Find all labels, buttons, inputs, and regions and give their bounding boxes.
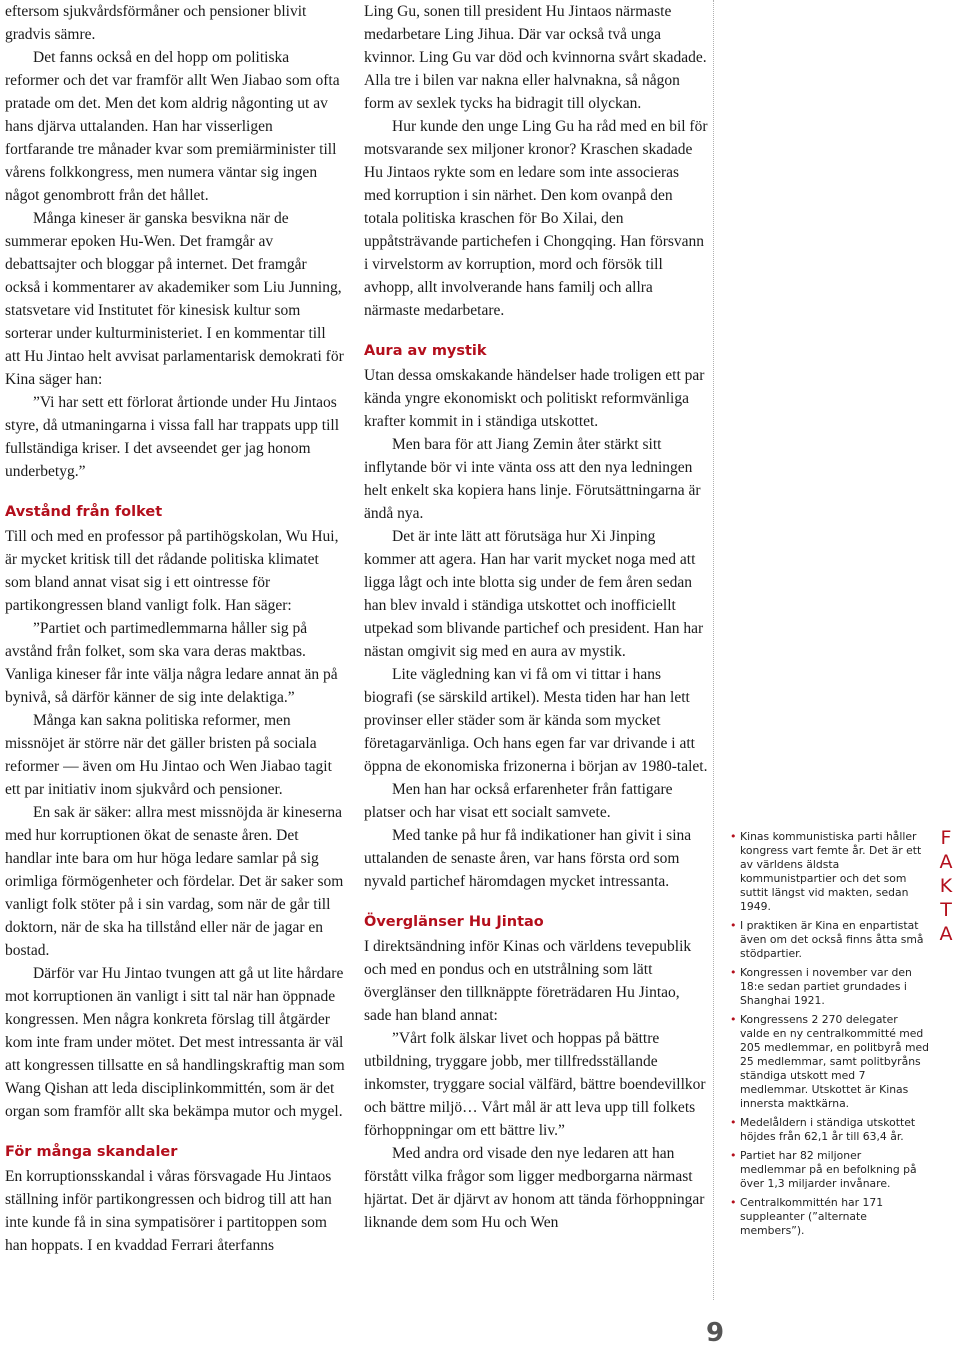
fakta-heading-letter: F [940, 827, 952, 849]
bullet-icon: • [730, 1116, 737, 1129]
paragraph: Lite vägledning kan vi få om vi tittar i hans biografi (se särskild artikel). Mesta tiden har han lett provinser eller städer som är kända som mycket företagarvänliga. Och hans egen far var drivande i att öppna de ekonomiska frizonerna i början av 1980-talet. [364, 666, 708, 775]
fakta-item-text: Kinas kommunistiska parti håller kongress vart femte år. Det är ett av världens äldsta kommunistpartier och det som suttit längst vid makten, sedan 1949. [740, 830, 922, 913]
fakta-heading-letter: A [939, 923, 953, 945]
paragraph: eftersom sjukvårdsförmåner och pensioner blivit gradvis sämre. [5, 3, 307, 43]
article-column-left [5, 0, 345, 1257]
paragraph: Men han har också erfarenheter från fattigare platser och har visat ett socialt samvete. [364, 781, 673, 821]
paragraph: Med andra ord visade den nye ledaren att han förstått vilka frågor som ligger medborgarna närmast hjärtat. Det är djärvt av honom att tända förhoppningar liknande dem som Hu och Wen [364, 1145, 705, 1231]
fakta-heading [934, 826, 958, 946]
fakta-heading-letter: T [940, 899, 952, 921]
fakta-list [730, 830, 930, 1238]
paragraph: Många kineser är ganska besvikna när de summerar epoken Hu-Wen. Det framgår av debattsajter och bloggar på internet. Det framgår också i kommentarer av akademiker som Liu Junning, statsvetare vid Institutet för kinesisk kultur som sorterar under kulturministeriet. I en kommentar till att Hu Jintao helt avvisat parlamentarisk demokrati för Kina säger han: [5, 210, 344, 388]
paragraph: En sak är säker: allra mest missnöjda är kineserna med hur korruptionen ökat de senaste åren. Det handlar inte bara om hur höga ledare samlar på sig orimliga förmögenheter och fördelar. Det är saker som vanligt folk stöter på i sin vardag, som när de går till doktorn, när de ska ha tillstånd eller när de jagar en bostad. [5, 804, 344, 959]
column-divider [713, 0, 714, 1300]
subheading-for-manga-skandaler: För många skandaler [5, 1144, 178, 1160]
fakta-heading-letter: K [939, 875, 953, 897]
bullet-icon: • [730, 966, 737, 979]
paragraph: Hur kunde den unge Ling Gu ha råd med en bil för motsvarande sex miljoner kronor? Kraschen skadade Hu Jintaos rykte som en ledare som inte associeras med korruption i sin närhet. Den kom ovanpå den totala politiska kraschen för Bo Xilai, den uppåtsträvande partichefen i Chongqing. Han försvann i virvelstorm av korruption, mord och försök till avhopp, allt involverande hans familj och allra närmaste medarbetare. [364, 118, 708, 319]
fakta-item [730, 830, 930, 914]
subheading-aura-av-mystik: Aura av mystik [364, 343, 487, 359]
bullet-icon: • [730, 1013, 737, 1026]
bullet-icon: • [730, 1196, 737, 1209]
subheading-overglanser-hu-jintao: Överglänser Hu Jintao [364, 914, 544, 930]
quote-paragraph: ”Vårt folk älskar livet och hoppas på bättre utbildning, tryggare jobb, mer tillfredsställande inkomster, tryggare social välfärd, bättre boendevillkor och bättre miljö… Vårt mål är att leva upp till folkets förhoppningar om ett bättre liv.” [364, 1030, 706, 1139]
subheading-avstand-fran-folket: Avstånd från folket [5, 504, 163, 520]
fakta-item [730, 1013, 930, 1111]
fakta-item-text: Partiet har 82 miljoner medlemmar på en befolkning på över 1,3 miljarder invånare. [740, 1149, 917, 1190]
fakta-item [730, 1116, 930, 1144]
article-column-right [364, 0, 709, 1234]
paragraph: Till och med en professor på partihögskolan, Wu Hui, är mycket kritisk till det rådande politiska klimatet som bland annat visat sig i ett ointresse för partikongressen bland vanligt folk. Han säger: [5, 528, 339, 614]
paragraph: Med tanke på hur få indikationer han givit i sina uttalanden de senaste åren, var hans första ord som nyvald partichef häromdagen mycket intressanta. [364, 827, 692, 890]
fakta-box [730, 830, 930, 1243]
fakta-item-text: Medelåldern i ständiga utskottet höjdes från 62,1 år till 63,4 år. [740, 1116, 916, 1143]
fakta-item-text: I praktiken är Kina en enpartistat även om det också finns åtta små stödpartier. [740, 919, 924, 960]
fakta-item [730, 1149, 930, 1191]
paragraph: I direktsändning inför Kinas och världens tevepublik och med en pondus och en utstrålning som lätt överglänser den tillknäppte företrädaren Hu Jintao, sade han bland annat: [364, 938, 692, 1024]
paragraph: Därför var Hu Jintao tvungen att gå ut lite hårdare mot korruptionen än vanligt i sitt tal när han öppnade kongressen. Men några konkreta förslag till åtgärder kom inte fram under mötet. Det mest intressanta är väl att kongressen tillsatte en så handlingskraftig man som Wang Qishan att leda disciplinkommittén, som är det organ som framför allt ska bekämpa mutor och mygel. [5, 965, 345, 1120]
bullet-icon: • [730, 1149, 737, 1162]
fakta-item-text: Kongressen i november var den 18:e sedan partiet grundades i Shanghai 1921. [740, 966, 912, 1007]
fakta-item-text: Kongressens 2 270 delegater valde en ny centralkommitté med 205 medlemmar, en politbyrå med 25 medlemmar, samt politbyråns ständiga utskott med 7 medlemmar. Utskottet är Kinas innersta maktkärna. [740, 1013, 930, 1110]
paragraph: Det fanns också en del hopp om politiska reformer och det var framför allt Wen Jiabao som ofta pratade om det. Men det kom aldrig någonting ut av hans djärva uttalanden. Han har visserligen fortfarande tre månader kvar som premiärminister till vårens folkkongress, men numera väntar sig ingen något genombrott från det hållet. [5, 49, 340, 204]
paragraph: Många kan sakna politiska reformer, men missnöjet är större när det gäller bristen på sociala reformer — även om Hu Jintao och Wen Jiabao tagit ett par initiativ inom sjukvård och pensioner. [5, 712, 332, 798]
bullet-icon: • [730, 830, 737, 843]
quote-paragraph: ”Vi har sett ett förlorat årtionde under Hu Jintaos styre, då utmaningarna i vissa fall har trappats upp till fullständiga kriser. I det avseendet ger jag honom underbetyg.” [5, 394, 340, 480]
paragraph: En korruptionsskandal i våras försvagade Hu Jintaos ställning inför partikongressen och bidrog till att han inte kunde få in sina sympatisörer i partitoppen som han hoppats. I en kvaddad Ferrari återfanns [5, 1168, 332, 1254]
fakta-item [730, 966, 930, 1008]
paragraph: Utan dessa omskakande händelser hade troligen ett par kända yngre ekonomiskt och politiskt reformvänliga krafter kommit in i ständiga utskottet. [364, 367, 705, 430]
paragraph: Det är inte lätt att förutsäga hur Xi Jinping kommer att agera. Han har varit mycket noga med att ligga lågt och inte blotta sig under de fem åren sedan han blev invald i ständiga utskottet och inofficiellt utpekad som blivande partichef och president. Han har nästan omgivit sig med en aura av mystik. [364, 528, 704, 660]
paragraph: Ling Gu, sonen till president Hu Jintaos närmaste medarbetare Ling Jihua. Där var också två unga kvinnor. Ling Gu var död och kvinnorna svårt skadade. Alla tre i bilen var nakna eller halvnakna, så någon form av sexlek tycks ha bidragit till olyckan. [364, 3, 707, 112]
fakta-item [730, 1196, 930, 1238]
quote-paragraph: ”Partiet och partimedlemmarna håller sig på avstånd från folket, som ska vara deras maktbas. Vanliga kineser får inte välja några ledare annat än på bynivå, så därför känner de sig inte delaktiga.” [5, 620, 338, 706]
fakta-heading-letter: A [939, 851, 953, 873]
fakta-item [730, 919, 930, 961]
page-number: 9 [705, 1318, 725, 1348]
paragraph: Men bara för att Jiang Zemin åter stärkt sitt inflytande bör vi inte vänta oss att den nya ledningen helt enkelt ska kopiera hans linje. Förutsättningarna är ändå nya. [364, 436, 701, 522]
fakta-item-text: Centralkommittén har 171 suppleanter (”alternate members”). [740, 1196, 884, 1237]
bullet-icon: • [730, 919, 737, 932]
